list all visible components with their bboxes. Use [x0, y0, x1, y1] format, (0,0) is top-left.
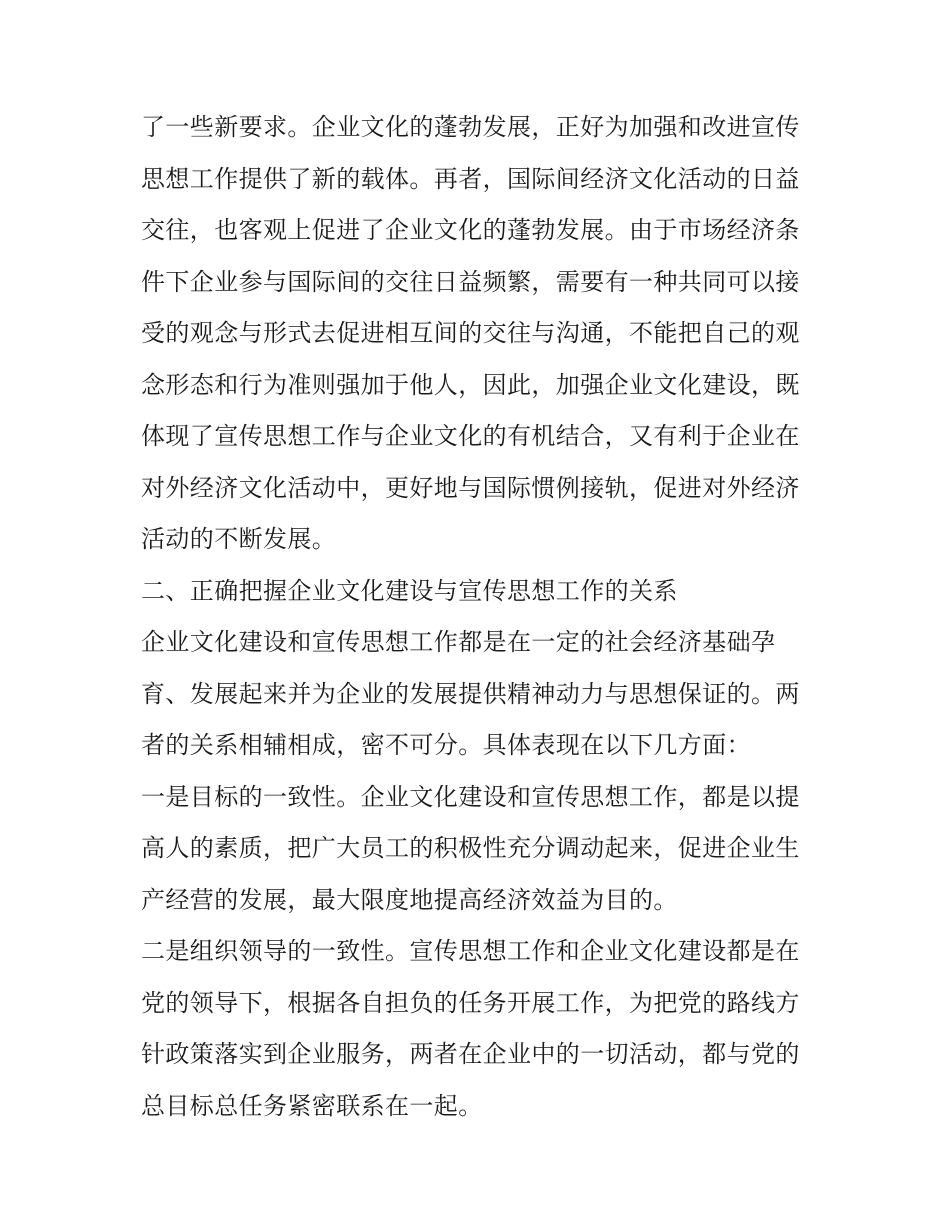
text-line: 企业文化建设和宣传思想工作都是在一定的社会经济基础孕	[141, 628, 776, 656]
text-line: 活动的不断发展。	[141, 525, 337, 553]
text-line: 二是组织领导的一致性。宣传思想工作和企业文化建设都是在	[141, 937, 800, 965]
text-line: 对外经济文化活动中，更好地与国际惯例接轨，促进对外经济	[141, 473, 800, 502]
text-line: 一是目标的一致性。企业文化建设和宣传思想工作，都是以提	[141, 782, 800, 811]
text-line: 念形态和行为准则强加于他人，因此，加强企业文化建设，既	[141, 370, 800, 399]
text-line: 者的关系相辅相成，密不可分。具体表现在以下几方面：	[141, 731, 751, 759]
text-line: 体现了宣传思想工作与企业文化的有机结合，又有利于企业在	[141, 422, 800, 450]
text-line: 交往，也客观上促进了企业文化的蓬勃发展。由于市场经济条	[141, 216, 800, 244]
text-line: 了一些新要求。企业文化的蓬勃发展，正好为加强和改进宣传	[141, 113, 800, 141]
text-line: 育、发展起来并为企业的发展提供精神动力与思想保证的。两	[141, 679, 800, 708]
text-line: 高人的素质，把广大员工的积极性充分调动起来，促进企业生	[141, 834, 800, 862]
document-body	[141, 102, 821, 1132]
text-line: 党的领导下，根据各自担负的任务开展工作，为把党的路线方	[141, 988, 800, 1017]
text-line: 件下企业参与国际间的交往日益频繁，需要有一种共同可以接	[141, 267, 800, 296]
text-line: 思想工作提供了新的载体。再者，国际间经济文化活动的日益	[141, 164, 800, 193]
text-line: 受的观念与形式去促进相互间的交往与沟通，不能把自己的观	[141, 319, 800, 347]
section-heading: 二、正确把握企业文化建设与宣传思想工作的关系	[141, 576, 678, 605]
text-line: 产经营的发展，最大限度地提高经济效益为目的。	[141, 885, 678, 914]
text-line: 总目标总任务紧密联系在一起。	[141, 1091, 483, 1120]
text-line: 针政策落实到企业服务，两者在企业中的一切活动，都与党的	[141, 1040, 800, 1068]
